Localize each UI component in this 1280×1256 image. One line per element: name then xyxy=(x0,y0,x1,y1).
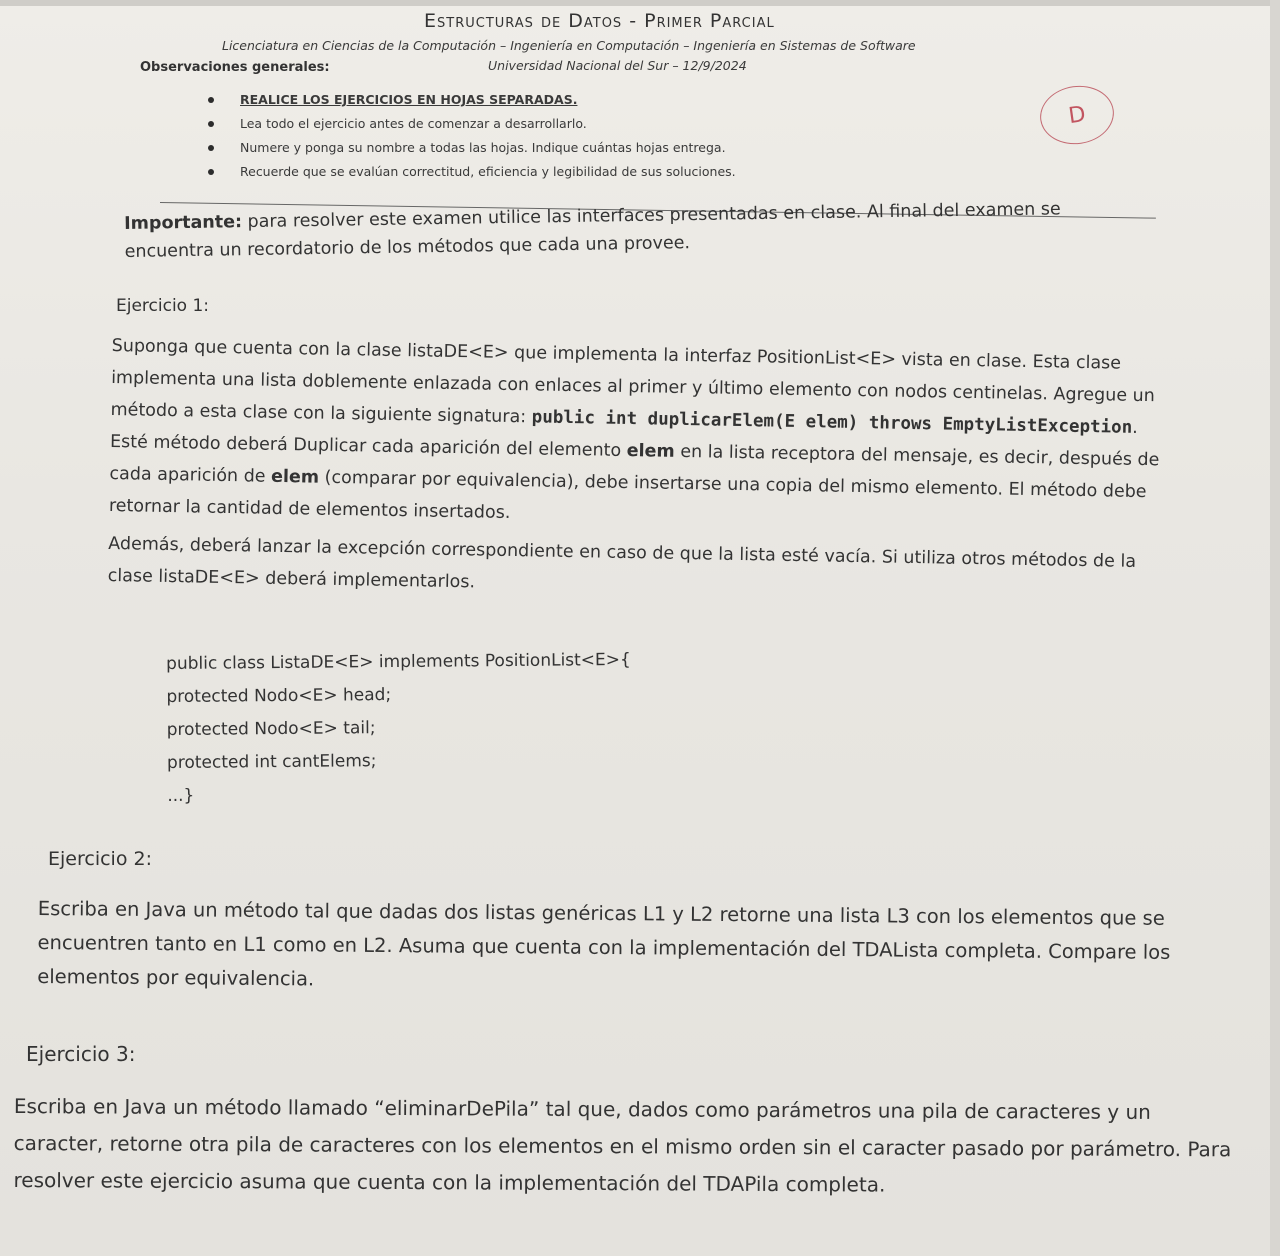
exam-subtitle-university: Universidad Nacional del Sur – 12/9/2024 xyxy=(488,58,747,73)
observations-title: Observaciones generales: xyxy=(140,60,330,75)
code-line: protected Nodo<E> head; xyxy=(166,685,392,707)
important-text-line2: encuentra un recordatorio de los métodos que cada una provee. xyxy=(124,233,691,262)
observation-item: Lea todo el ejercicio antes de comenzar a desarrollarlo. xyxy=(208,114,736,138)
exercise1-title: Ejercicio 1: xyxy=(116,296,210,316)
exercise1-text-a: Suponga que cuenta con la clase listaDE<E> que implementa la interfaz PositionList<E> vista en clase. Esta clase implementa una lista doblemente enlazada con enlaces al primer y último elemento con nodos centinelas. Agregue un método a esta clase con la siguiente signatura: xyxy=(110,335,1156,428)
observation-item: REALICE LOS EJERCICIOS EN HOJAS SEPARADAS. xyxy=(208,90,736,114)
code-line: protected int cantElems; xyxy=(166,751,377,773)
exercise1-paragraph1 xyxy=(109,330,1172,540)
exercise1-signature: public int duplicarElem(E elem) throws EmptyListException xyxy=(531,407,1133,438)
exercise1-text-b: . Esté método deberá Duplicar cada aparición del elemento xyxy=(109,417,1138,462)
exercise1-elem-2: elem xyxy=(270,466,320,488)
exam-subtitle-programs: Licenciatura en Ciencias de la Computación – Ingeniería en Computación – Ingeniería en Sistemas de Software xyxy=(222,38,916,53)
code-line: protected Nodo<E> tail; xyxy=(166,718,376,740)
exercise2-title: Ejercicio 2: xyxy=(48,848,152,870)
observation-item: Numere y ponga su nombre a todas las hojas. Indique cuántas hojas entrega. xyxy=(208,138,736,162)
exam-header xyxy=(0,0,1280,100)
code-line: public class ListaDE<E> implements PositionList<E>{ xyxy=(166,649,631,674)
handwritten-grade-mark: D xyxy=(1036,81,1117,149)
exercise1-text-d: (comparar por equivalencia), debe insertarse una copia del mismo elemento. El método debe retornar la cantidad de elementos insertados. xyxy=(108,467,1147,523)
exercise1-elem-1: elem xyxy=(626,441,675,462)
exercise1-paragraph2: Además, deberá lanzar la excepción correspondiente en caso de que la lista esté vacía. Si utiliza otros métodos de la clase listaDE<E> deberá implementarlos. xyxy=(107,533,1137,593)
exercise1-text-c: en la lista receptora del mensaje, es decir, después de cada aparición de xyxy=(109,441,1160,487)
code-line: ...} xyxy=(167,785,195,806)
important-label: Importante: xyxy=(124,212,243,234)
exam-title: Estructuras de Datos - Primer Parcial xyxy=(424,10,775,32)
exercise1-code-snippet xyxy=(166,644,632,813)
page-right-edge xyxy=(1270,0,1280,1256)
exercise3-title: Ejercicio 3: xyxy=(26,1042,136,1066)
important-note xyxy=(124,195,1061,266)
observations-list xyxy=(208,90,736,186)
exercise1-statement xyxy=(107,330,1171,610)
observation-item: Recuerde que se evalúan correctitud, eficiencia y legibilidad de sus soluciones. xyxy=(208,162,736,186)
exercise2-statement: Escriba en Java un método tal que dadas dos listas genéricas L1 y L2 retorne una lista L3 con los elementos que se encuentren tanto en L1 como en L2. Asuma que cuenta con la implementación del TDALista completa. Compare los elementos por equivalencia. xyxy=(37,896,1171,991)
important-text-line1: para resolver este examen utilice las interfaces presentadas en clase. Al final del examen se xyxy=(241,199,1061,233)
exercise3-statement: Escriba en Java un método llamado “eliminarDePila” tal que, dados como parámetros una pila de caracteres y un caracter, retorne otra pila de caracteres con los elementos en el mismo orden sin el caracter pasado por parámetro. Para resolver este ejercicio asuma que cuenta con la implementación del TDAPila completa. xyxy=(13,1093,1232,1197)
